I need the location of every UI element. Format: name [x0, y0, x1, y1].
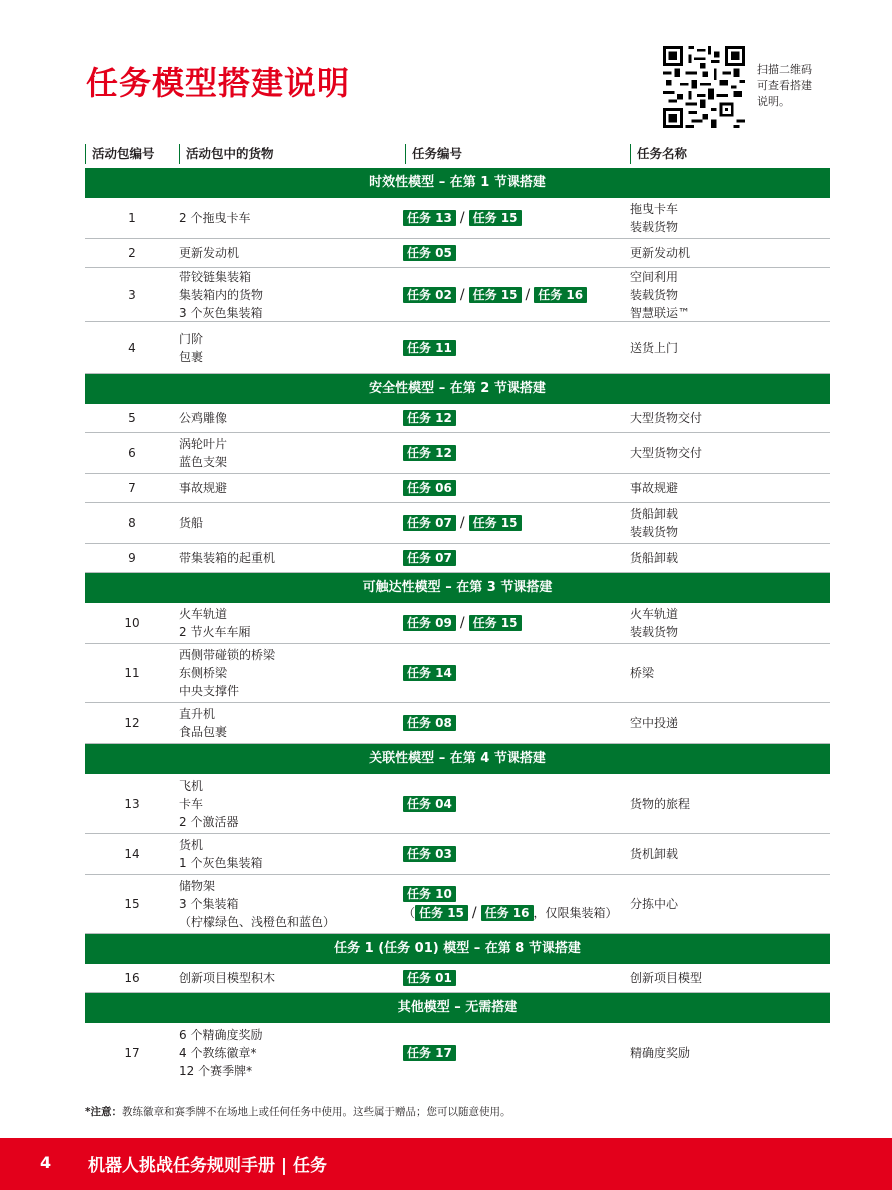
qr-text-line: 说明。	[757, 95, 790, 108]
table-row	[85, 433, 830, 474]
mission-name: 货船卸载	[630, 507, 679, 521]
bag-item: 东侧桥梁	[179, 666, 228, 680]
bag-item: 蓝色支架	[179, 455, 228, 469]
bag-contents	[179, 644, 403, 702]
table-row	[85, 774, 830, 834]
bag-number	[85, 1023, 179, 1082]
mission-names	[630, 503, 830, 543]
bag-number-text: 10	[124, 616, 140, 630]
footnote-label: *注意：	[85, 1106, 122, 1118]
mission-numbers	[403, 268, 627, 321]
mission-badge[interactable]: 任务 17	[403, 1045, 456, 1061]
separator-slash: /	[471, 905, 477, 921]
table-row	[85, 239, 830, 268]
bag-contents	[179, 875, 403, 933]
bag-number-text: 8	[128, 516, 136, 530]
mission-names	[630, 1023, 830, 1082]
mission-badges	[403, 846, 627, 862]
mission-badges	[403, 886, 627, 902]
bag-item: 卡车	[179, 796, 204, 811]
mission-badges	[403, 286, 627, 304]
bag-item: 更新发动机	[179, 246, 240, 260]
bag-item: 货船	[179, 516, 204, 530]
bag-number	[85, 544, 179, 572]
bag-item: 2 个拖曳卡车	[179, 211, 251, 225]
mission-badge[interactable]: 任务 04	[403, 796, 456, 812]
bag-number-text: 3	[128, 287, 136, 302]
header-mission-number: 任务编号	[405, 144, 462, 164]
mission-badge[interactable]: 任务 14	[403, 665, 456, 681]
bag-contents	[179, 239, 403, 267]
footnote-text: 教练徽章和赛季牌不在场地上或任何任务中使用。这些属于赠品；您可以随意使用。	[122, 1106, 511, 1118]
mission-badge[interactable]: 任务 13	[403, 210, 456, 226]
mission-numbers	[403, 433, 627, 473]
bag-number-text: 2	[128, 246, 136, 260]
bag-number	[85, 198, 179, 238]
bag-number	[85, 603, 179, 643]
mission-badge[interactable]: 任务 03	[403, 846, 456, 862]
bag-contents	[179, 404, 403, 432]
section-header: 时效性模型 – 在第 1 节课搭建	[85, 168, 830, 198]
mission-badge[interactable]: 任务 16	[481, 905, 534, 921]
mission-badges	[403, 209, 627, 227]
page-footer	[0, 1138, 892, 1190]
mission-badges	[403, 445, 627, 461]
bag-contents	[179, 268, 403, 321]
mission-numbers	[403, 964, 627, 992]
table-row	[85, 964, 830, 993]
mission-badge[interactable]: 任务 06	[403, 480, 456, 496]
bag-item: 6 个精确度奖励	[179, 1027, 263, 1042]
bag-contents	[179, 774, 403, 833]
bag-number-text: 11	[124, 666, 140, 680]
mission-badges	[403, 715, 627, 731]
mission-badges	[403, 340, 627, 356]
mission-name: 精确度奖励	[630, 1045, 691, 1060]
mission-names	[630, 404, 830, 432]
mission-badge[interactable]: 任务 15	[469, 615, 522, 631]
qr-text-line: 可查看搭建	[757, 79, 812, 92]
mission-badge[interactable]: 任务 16	[534, 287, 587, 303]
footnote	[85, 1104, 511, 1119]
mission-name: 更新发动机	[630, 246, 691, 260]
bag-item: 2 节火车车厢	[179, 625, 251, 639]
bag-number	[85, 404, 179, 432]
bag-item: 2 个激活器	[179, 814, 239, 829]
bag-contents	[179, 503, 403, 543]
mission-badges	[403, 550, 627, 566]
mission-names	[630, 544, 830, 572]
header-bag-number: 活动包编号	[85, 144, 155, 164]
mission-badges	[403, 410, 627, 426]
table-row	[85, 474, 830, 503]
mission-badges	[403, 970, 627, 986]
mission-badge[interactable]: 任务 05	[403, 245, 456, 261]
bag-number	[85, 964, 179, 992]
mission-numbers	[403, 834, 627, 874]
mission-numbers	[403, 774, 627, 833]
bag-number-text: 12	[124, 716, 140, 730]
mission-badge[interactable]: 任务 15	[469, 210, 522, 226]
mission-numbers	[403, 603, 627, 643]
bag-number	[85, 474, 179, 502]
mission-badge[interactable]: 任务 01	[403, 970, 456, 986]
mission-name: 创新项目模型	[630, 971, 703, 985]
bag-item: 食品包裹	[179, 725, 228, 739]
mission-name: 送货上门	[630, 340, 679, 355]
mission-names	[630, 834, 830, 874]
mission-badge[interactable]: 任务 09	[403, 615, 456, 631]
bag-number	[85, 774, 179, 833]
bag-item: 带集装箱的起重机	[179, 551, 276, 565]
bag-item: 门阶	[179, 331, 204, 346]
section-header: 安全性模型 – 在第 2 节课搭建	[85, 374, 830, 404]
section-header: 任务 1 (任务 01) 模型 – 在第 8 节课搭建	[85, 934, 830, 964]
mission-name: 事故规避	[630, 481, 679, 495]
bag-item: 飞机	[179, 778, 204, 793]
page-number: 4	[40, 1153, 52, 1172]
bag-item: 带铰链集装箱	[179, 269, 252, 284]
mission-numbers	[403, 544, 627, 572]
table-row	[85, 703, 830, 744]
bag-contents	[179, 198, 403, 238]
table-row	[85, 404, 830, 433]
bag-contents	[179, 474, 403, 502]
mission-badge[interactable]: 任务 02	[403, 287, 456, 303]
mission-badge[interactable]: 任务 12	[403, 410, 456, 426]
mission-names	[630, 268, 830, 321]
mission-numbers	[403, 503, 627, 543]
mission-numbers	[403, 875, 627, 933]
bag-number-text: 16	[124, 971, 140, 985]
bag-number	[85, 268, 179, 321]
mission-badges-extra	[403, 904, 627, 922]
mission-badge[interactable]: 任务 07	[403, 515, 456, 531]
mission-name: 火车轨道	[630, 607, 679, 621]
bag-item: 4 个教练徽章*	[179, 1045, 257, 1060]
table-row	[85, 644, 830, 703]
mission-names	[630, 703, 830, 743]
bag-contents	[179, 964, 403, 992]
mission-name: 智慧联运™	[630, 305, 691, 320]
mission-badges	[403, 514, 627, 532]
mission-names	[630, 774, 830, 833]
mission-name: 装载货物	[630, 287, 679, 302]
mission-names	[630, 603, 830, 643]
bag-contents	[179, 322, 403, 373]
bag-item: 3 个灰色集装箱	[179, 305, 263, 320]
mission-names	[630, 433, 830, 473]
mission-name: 大型货物交付	[630, 411, 703, 425]
mission-names	[630, 964, 830, 992]
paren-open: （	[403, 906, 416, 920]
bag-item: 3 个集装箱	[179, 897, 239, 911]
separator-slash: /	[459, 615, 465, 631]
bag-number-text: 1	[128, 211, 136, 225]
mission-name: 空间利用	[630, 269, 679, 284]
mission-names	[630, 875, 830, 933]
mission-badges	[403, 1045, 627, 1061]
table-row	[85, 544, 830, 573]
bag-number	[85, 239, 179, 267]
mission-name: 大型货物交付	[630, 446, 703, 460]
section-header: 可触达性模型 – 在第 3 节课搭建	[85, 573, 830, 603]
table-row	[85, 834, 830, 875]
table-row	[85, 198, 830, 239]
mission-badge[interactable]: 任务 08	[403, 715, 456, 731]
mission-numbers	[403, 198, 627, 238]
mission-numbers	[403, 644, 627, 702]
separator-slash: /	[459, 286, 465, 303]
table-row	[85, 503, 830, 544]
mission-numbers	[403, 703, 627, 743]
table-body	[85, 168, 830, 1082]
bag-contents	[179, 703, 403, 743]
bag-number-text: 9	[128, 551, 136, 565]
table-row	[85, 1023, 830, 1082]
table-row	[85, 603, 830, 644]
bag-contents	[179, 544, 403, 572]
bag-item: 12 个赛季牌*	[179, 1063, 253, 1078]
bag-number	[85, 834, 179, 874]
mission-name: 桥梁	[630, 666, 655, 680]
bag-item: 火车轨道	[179, 607, 228, 621]
header-bag-contents: 活动包中的货物	[179, 144, 274, 164]
mission-name: 货机卸载	[630, 847, 679, 861]
bag-item: 直升机	[179, 707, 216, 721]
bag-item: 货机	[179, 838, 204, 852]
bag-contents	[179, 433, 403, 473]
mission-numbers	[403, 474, 627, 502]
table-row	[85, 875, 830, 934]
bag-number-text: 13	[124, 796, 140, 811]
table-row	[85, 322, 830, 374]
separator-slash: /	[459, 210, 465, 226]
mission-numbers	[403, 239, 627, 267]
mission-badge[interactable]: 任务 10	[403, 886, 456, 902]
mission-badges	[403, 665, 627, 681]
bag-number	[85, 503, 179, 543]
model-build-table	[85, 140, 830, 1082]
mission-name: 拖曳卡车	[630, 202, 679, 216]
mission-numbers	[403, 322, 627, 373]
bag-number	[85, 875, 179, 933]
bag-number-text: 15	[124, 897, 140, 911]
mission-name: 分拣中心	[630, 897, 679, 911]
mission-name: 货船卸载	[630, 551, 679, 565]
paren-close: ，仅限集装箱）	[533, 906, 618, 920]
bag-contents	[179, 603, 403, 643]
mission-badge[interactable]: 任务 12	[403, 445, 456, 461]
mission-name: 装载货物	[630, 625, 679, 639]
footer-title: 机器人挑战任务规则手册 | 任务	[88, 1156, 328, 1176]
bag-number	[85, 644, 179, 702]
mission-name: 装载货物	[630, 220, 679, 234]
bag-number-text: 7	[128, 481, 136, 495]
mission-badge[interactable]: 任务 15	[469, 287, 522, 303]
qr-code-icon[interactable]	[663, 46, 745, 128]
mission-names	[630, 198, 830, 238]
mission-badge[interactable]: 任务 11	[403, 340, 456, 356]
section-header: 关联性模型 – 在第 4 节课搭建	[85, 744, 830, 774]
mission-name: 装载货物	[630, 525, 679, 539]
bag-item: 储物架	[179, 879, 216, 893]
bag-contents	[179, 834, 403, 874]
page-title: 任务模型搭建说明	[86, 64, 351, 102]
bag-number-text: 4	[128, 340, 136, 355]
bag-number-text: 6	[128, 446, 136, 460]
mission-badges	[403, 480, 627, 496]
table-row	[85, 268, 830, 322]
mission-names	[630, 239, 830, 267]
bag-item: 创新项目模型积木	[179, 971, 276, 985]
mission-badges	[403, 614, 627, 632]
bag-item: 公鸡雕像	[179, 411, 228, 425]
mission-badges	[403, 245, 627, 261]
bag-number	[85, 703, 179, 743]
bag-item: 集装箱内的货物	[179, 287, 264, 302]
bag-number	[85, 433, 179, 473]
mission-numbers	[403, 404, 627, 432]
mission-numbers	[403, 1023, 627, 1082]
bag-contents	[179, 1023, 403, 1082]
mission-names	[630, 322, 830, 373]
bag-item: 中央支撑件	[179, 684, 240, 698]
mission-names	[630, 644, 830, 702]
mission-name: 货物的旅程	[630, 796, 691, 811]
bag-number-text: 5	[128, 411, 136, 425]
mission-names	[630, 474, 830, 502]
bag-item: 涡轮叶片	[179, 437, 228, 451]
bag-number-text: 17	[124, 1045, 140, 1060]
header-mission-name: 任务名称	[630, 144, 687, 164]
bag-item: 西侧带碰锁的桥梁	[179, 648, 276, 662]
bag-number	[85, 322, 179, 373]
bag-item: 事故规避	[179, 481, 228, 495]
mission-name: 空中投递	[630, 716, 679, 730]
mission-badge[interactable]: 任务 15	[415, 905, 468, 921]
separator-slash: /	[525, 286, 531, 303]
mission-badge[interactable]: 任务 15	[469, 515, 522, 531]
separator-slash: /	[459, 515, 465, 531]
bag-item: 包裹	[179, 349, 204, 364]
mission-badges	[403, 796, 627, 812]
table-header	[85, 140, 830, 168]
mission-badge[interactable]: 任务 07	[403, 550, 456, 566]
bag-item: （柠檬绿色、浅橙色和蓝色）	[179, 915, 336, 929]
bag-number-text: 14	[124, 847, 140, 861]
qr-instructions	[757, 62, 812, 110]
qr-text-line: 扫描二维码	[757, 63, 812, 76]
section-header: 其他模型 – 无需搭建	[85, 993, 830, 1023]
bag-item: 1 个灰色集装箱	[179, 856, 263, 870]
